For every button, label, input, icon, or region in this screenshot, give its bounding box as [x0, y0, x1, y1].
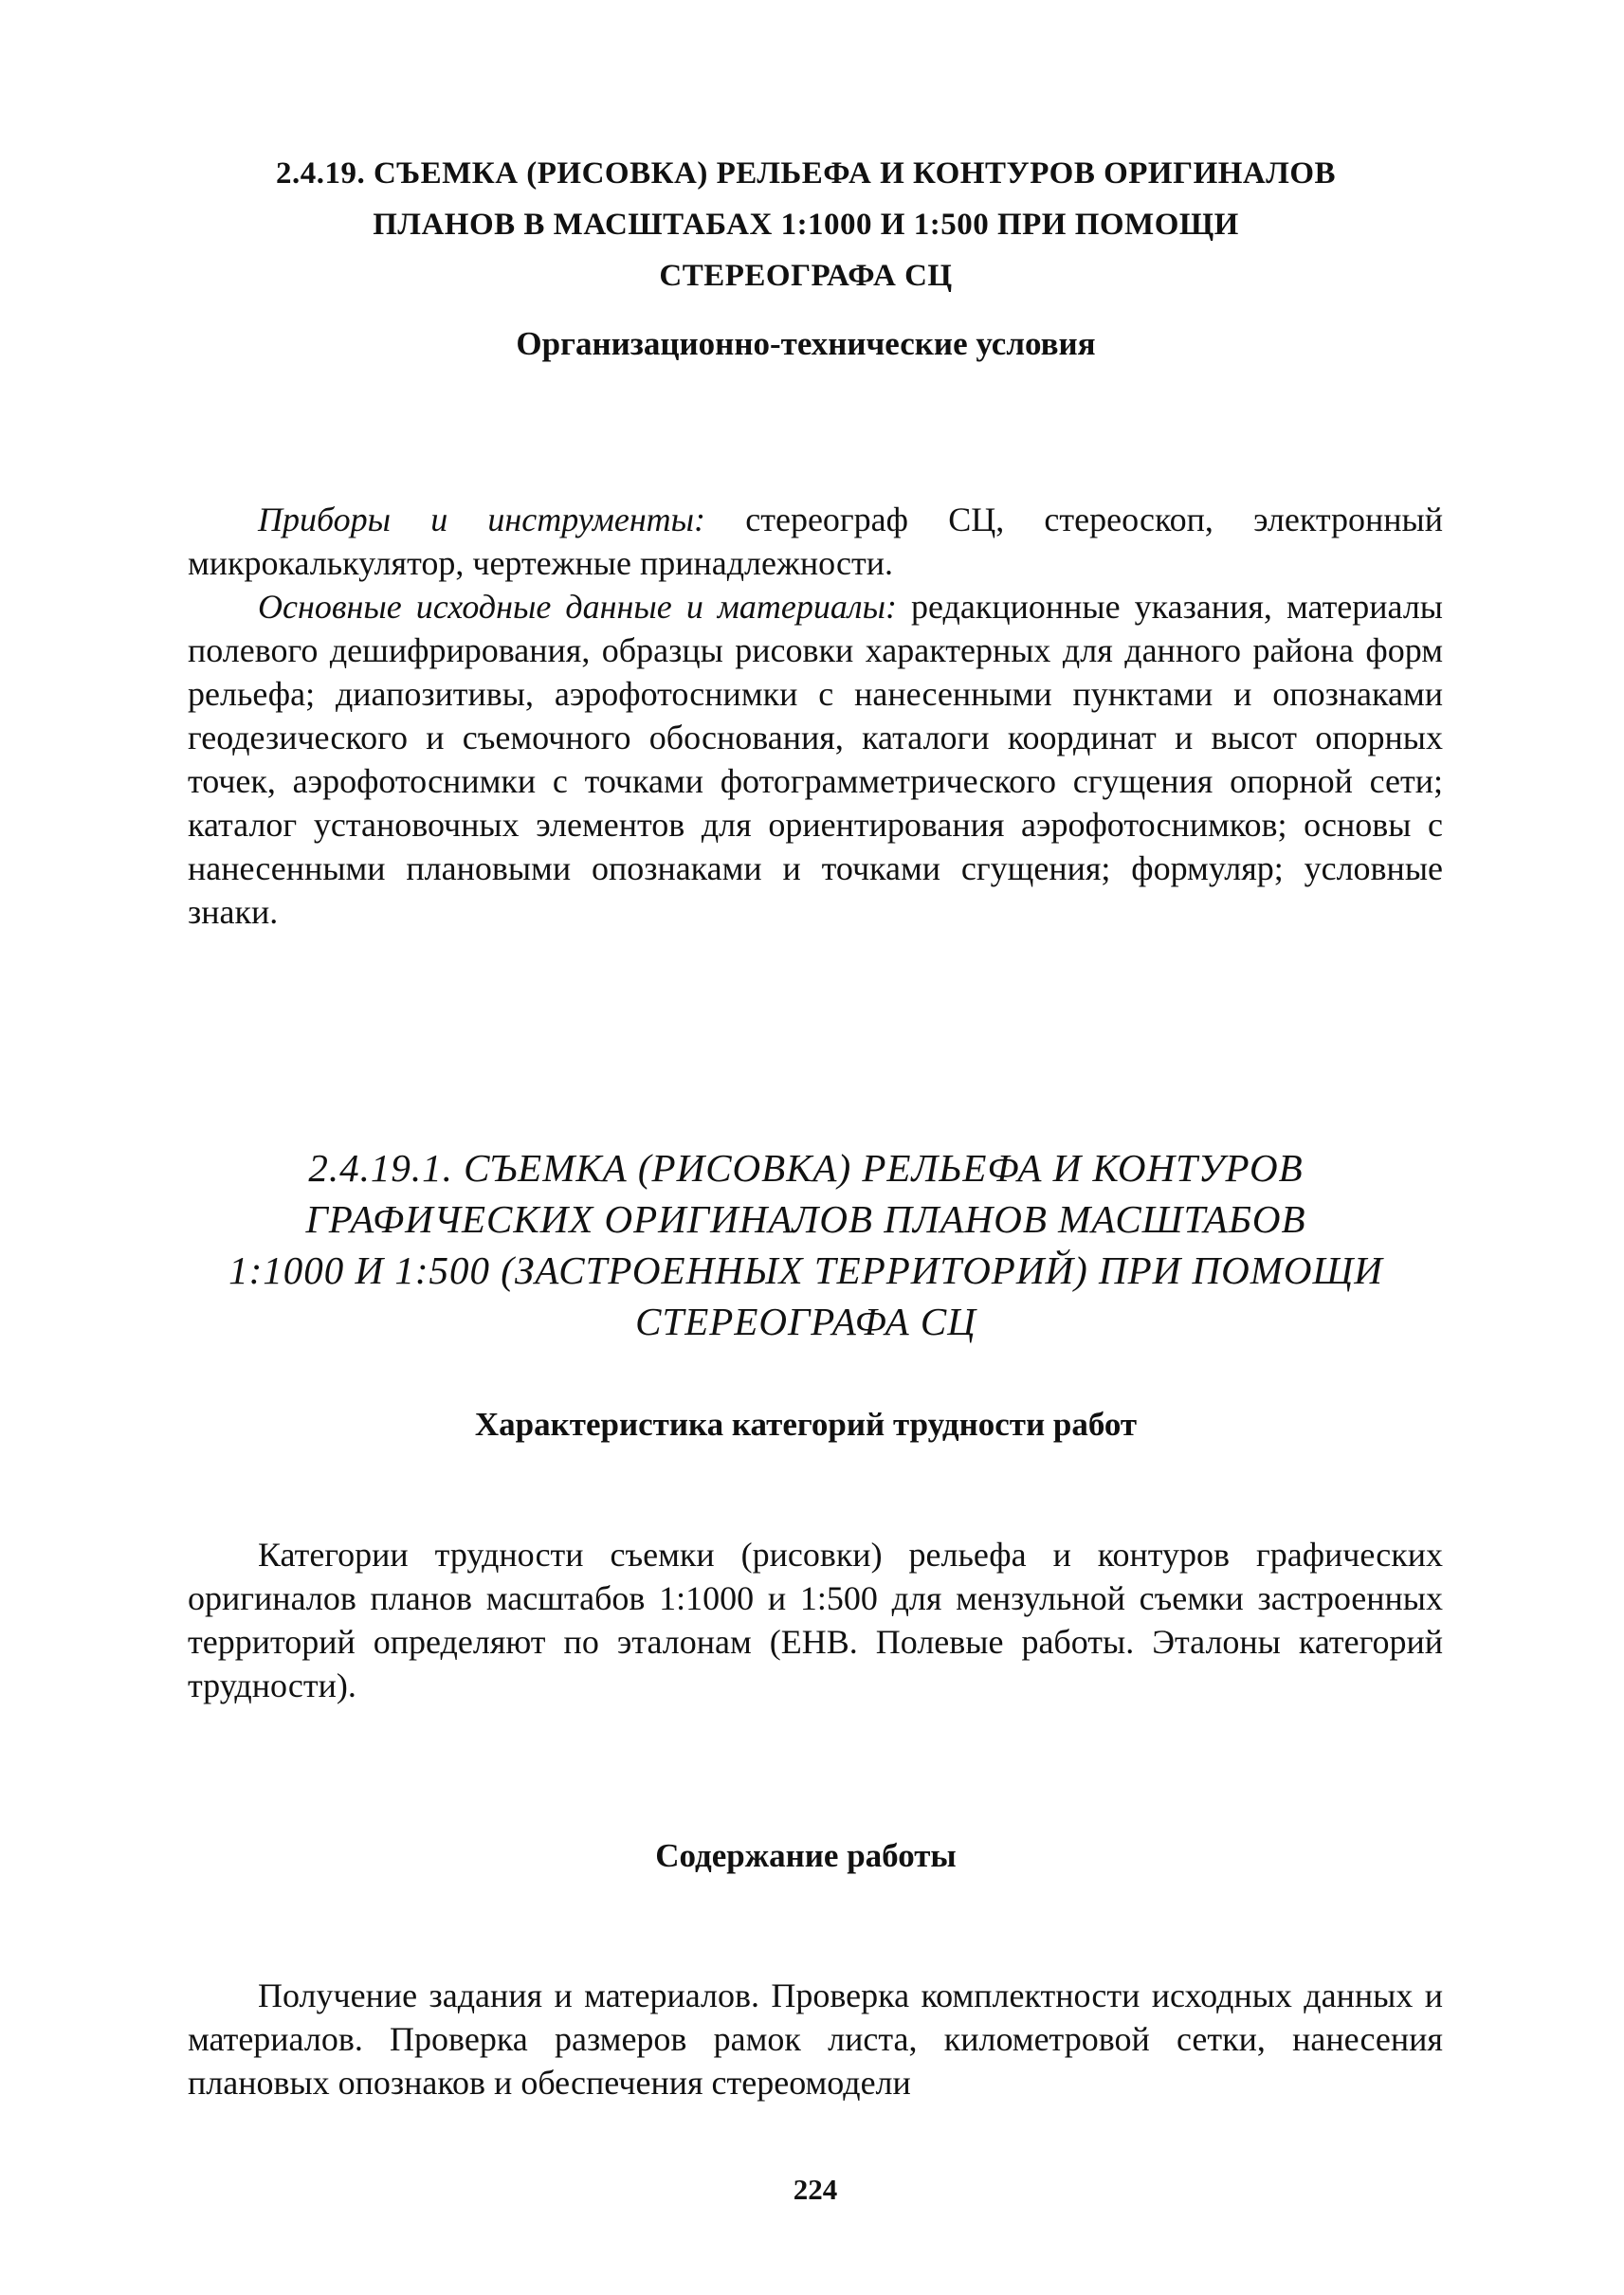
content-paragraph: Получение задания и материалов. Проверка комплектности исходных данных и материалов. Проверка размеров рамок листа, километровой сетки, нанесения плановых опознаков и обеспечения стереомодели — [188, 1976, 1443, 2102]
section-title — [171, 148, 1441, 301]
section-title-line: 2.4.19. СЪЕМКА (РИСОВКА) РЕЛЬЕФА И КОНТУРОВ ОРИГИНАЛОВ — [275, 156, 1337, 191]
page-number: 224 — [793, 2173, 838, 2206]
section-title-line: СТЕРЕОГРАФА СЦ — [659, 259, 953, 293]
source-data-text: редакционные указания, материалы полевого дешифрирования, образцы рисовки характерных для данного района форм рельефа; диапозитивы, аэрофотоснимки с нанесенными пунктами и опознаками геодезического и съемочного обоснования, каталоги координат и высот опорных точек, аэрофотоснимки с точками фотограмметрического сгущения опорной сети; каталог установочных элементов для ориентирования аэрофотоснимков; основы с нанесенными плановыми опознаками и точками сгущения; формуляр; условные знаки. — [188, 588, 1443, 931]
org-tech-heading: Организационно-технические условия — [516, 325, 1096, 362]
source-data-label: Основные исходные данные и материалы: — [258, 588, 897, 626]
subsection-title-line: 2.4.19.1. СЪЕМКА (РИСОВКА) РЕЛЬЕФА И КОНТУРОВ — [308, 1146, 1304, 1190]
subsection-title-line: 1:1000 И 1:500 (ЗАСТРОЕННЫХ ТЕРРИТОРИЙ) ПРИ ПОМОЩИ — [228, 1248, 1383, 1292]
instruments-label: Приборы и инструменты: — [258, 501, 706, 538]
categories-heading: Характеристика категорий трудности работ — [474, 1406, 1138, 1443]
instruments-paragraph — [188, 498, 1443, 585]
subsection-title-line: ГРАФИЧЕСКИХ ОРИГИНАЛОВ ПЛАНОВ МАСШТАБОВ — [305, 1197, 1306, 1241]
subsection-title-line: СТЕРЕОГРАФА СЦ — [635, 1300, 976, 1343]
content-heading: Содержание работы — [655, 1837, 957, 1874]
source-data-paragraph — [188, 585, 1443, 934]
section-title-line: ПЛАНОВ В МАСШТАБАХ 1:1000 И 1:500 ПРИ ПОМОЩИ — [373, 208, 1239, 242]
categories-paragraph: Категории трудности съемки (рисовки) рельефа и контуров графических оригиналов планов масштабов 1:1000 и 1:500 для мензульной съемки застроенных территорий определяют по эталонам (ЕНВ. Полевые работы. Эталоны категорий трудности). — [188, 1536, 1443, 1704]
instruments-text: стереограф СЦ, стереоскоп, электронный микрокалькулятор, чертежные принадлежности. — [188, 501, 1443, 582]
subsection-title — [218, 1142, 1394, 1347]
